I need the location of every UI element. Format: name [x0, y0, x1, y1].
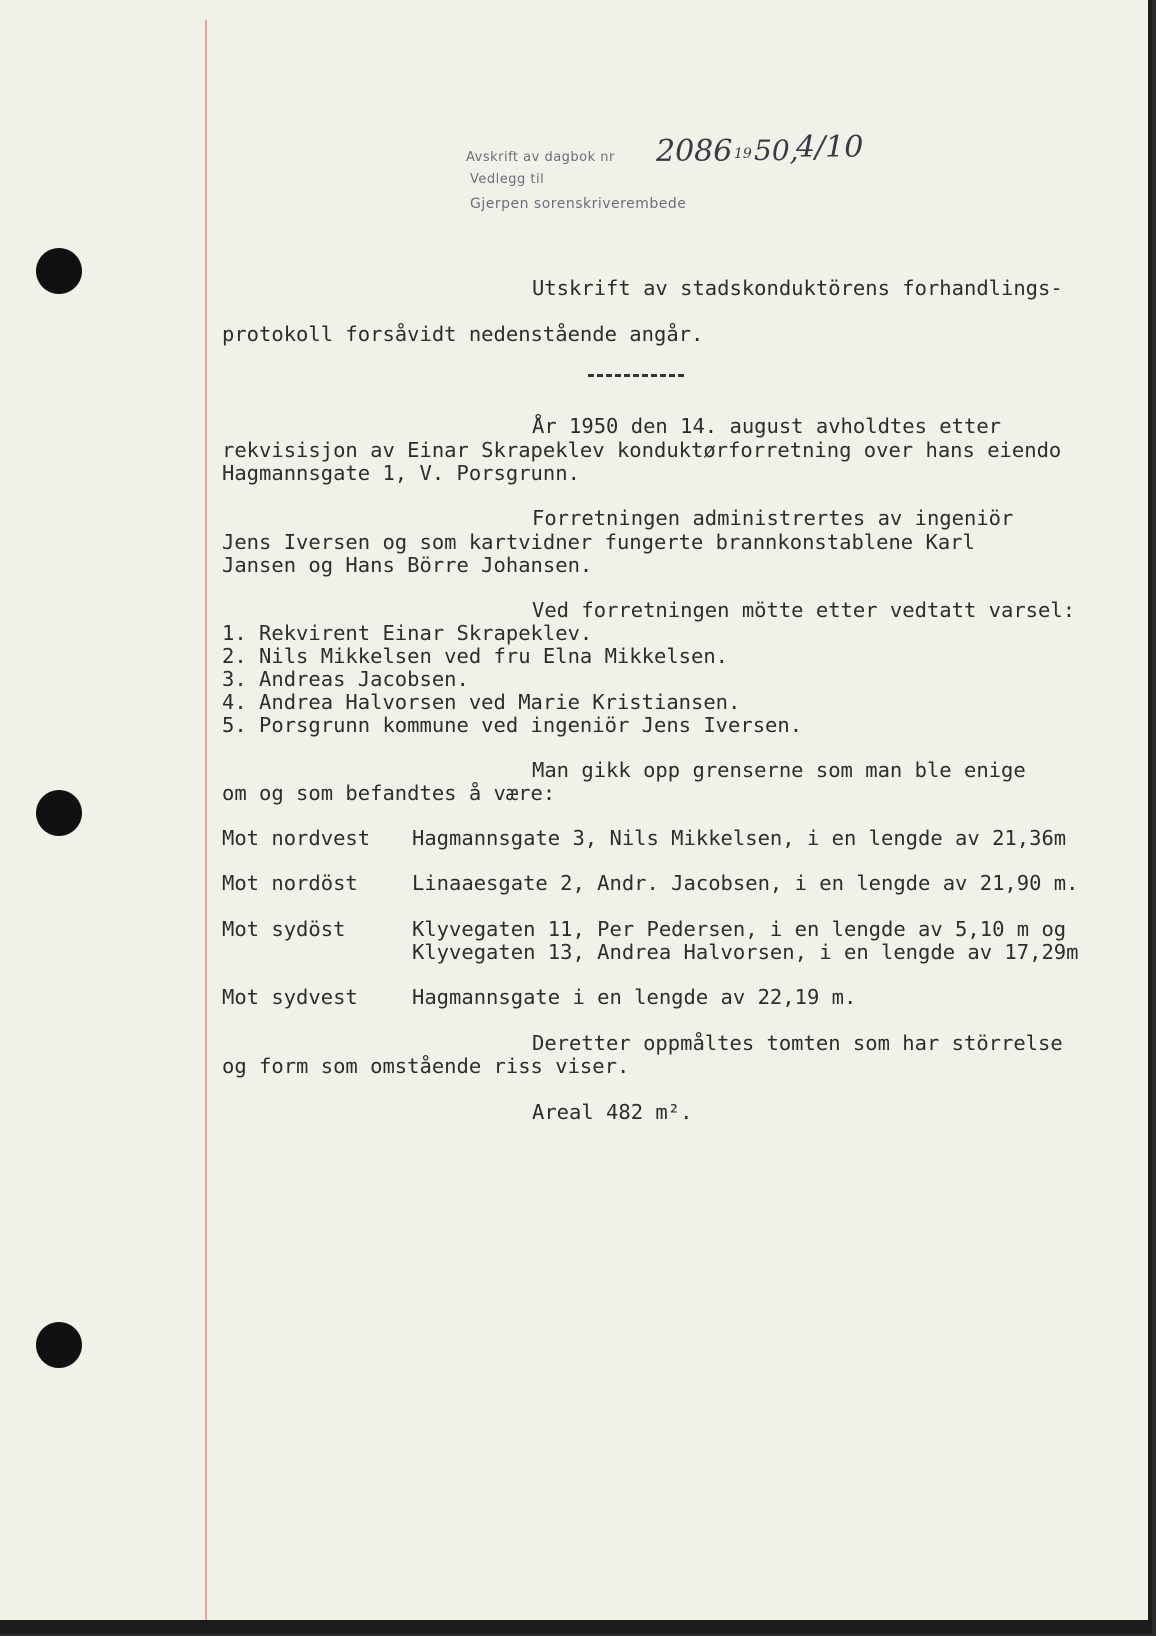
p3-line-1: Ved forretningen mötte etter vedtatt varsel: — [532, 598, 1076, 622]
p5-line-2: og form som omstående riss viser. — [222, 1054, 630, 1078]
stamp-line-3: Gjerpen sorenskriverembede — [470, 196, 687, 212]
separator-dashes — [588, 374, 684, 377]
handwritten-date: 4/10 — [796, 130, 864, 165]
p1-line-1: År 1950 den 14. august avholdtes etter — [532, 414, 1001, 438]
boundary-description: Klyvegaten 13, Andrea Halvorsen, i en lengde av 17,29m — [412, 940, 1079, 964]
p4-line-2: om og som befandtes å være: — [222, 781, 556, 805]
p4-line-1: Man gikk opp grenserne som man ble enige — [532, 758, 1026, 782]
stamp-line-1: Avskrift av dagbok nr — [466, 150, 615, 165]
p2-line-3: Jansen og Hans Börre Johansen. — [222, 553, 593, 577]
p2-line-2: Jens Iversen og som kartvidner fungerte brannkonstablene Karl — [222, 530, 975, 554]
handwritten-number: 2086 — [656, 134, 733, 169]
p1-line-3: Hagmannsgate 1, V. Porsgrunn. — [222, 461, 580, 485]
punch-hole-top — [36, 248, 82, 294]
boundary-direction: Mot nordvest — [222, 826, 371, 850]
p2-line-1: Forretningen administrertes av ingeniör — [532, 506, 1014, 530]
punch-hole-bottom — [36, 1322, 82, 1368]
area-line: Areal 482 m². — [532, 1100, 693, 1124]
attendee-1: 1. Rekvirent Einar Skrapeklev. — [222, 621, 593, 645]
attendee-5: 5. Porsgrunn kommune ved ingeniör Jens Iversen. — [222, 713, 803, 737]
p5-line-1: Deretter oppmåltes tomten som har störrelse — [532, 1031, 1063, 1055]
boundary-description: Klyvegaten 11, Per Pedersen, i en lengde av 5,10 m og — [412, 917, 1067, 941]
boundary-description: Linaaesgate 2, Andr. Jacobsen, i en lengde av 21,90 m. — [412, 871, 1079, 895]
title-line-1: Utskrift av stadskonduktörens forhandlings- — [532, 276, 1063, 300]
handwritten-year-prefix: 19 — [734, 146, 752, 162]
stamp-line-2: Vedlegg til — [470, 172, 545, 187]
p1-line-2: rekvisisjon av Einar Skrapeklev konduktørforretning over hans eiendo — [222, 438, 1062, 462]
boundary-direction: Mot nordöst — [222, 871, 358, 895]
boundary-description: Hagmannsgate i en lengde av 22,19 m. — [412, 985, 857, 1009]
title-line-2: protokoll forsåvidt nedenstående angår. — [222, 322, 704, 346]
attendee-3: 3. Andreas Jacobsen. — [222, 667, 469, 691]
boundary-direction: Mot sydvest — [222, 985, 358, 1009]
attendee-4: 4. Andrea Halvorsen ved Marie Kristiansen. — [222, 690, 741, 714]
boundary-description: Hagmannsgate 3, Nils Mikkelsen, i en lengde av 21,36m — [412, 826, 1067, 850]
boundary-direction: Mot sydöst — [222, 917, 346, 941]
attendee-2: 2. Nils Mikkelsen ved fru Elna Mikkelsen. — [222, 644, 729, 668]
margin-line — [205, 20, 207, 1620]
punch-hole-middle — [36, 790, 82, 836]
handwritten-year: 50, — [754, 134, 799, 167]
